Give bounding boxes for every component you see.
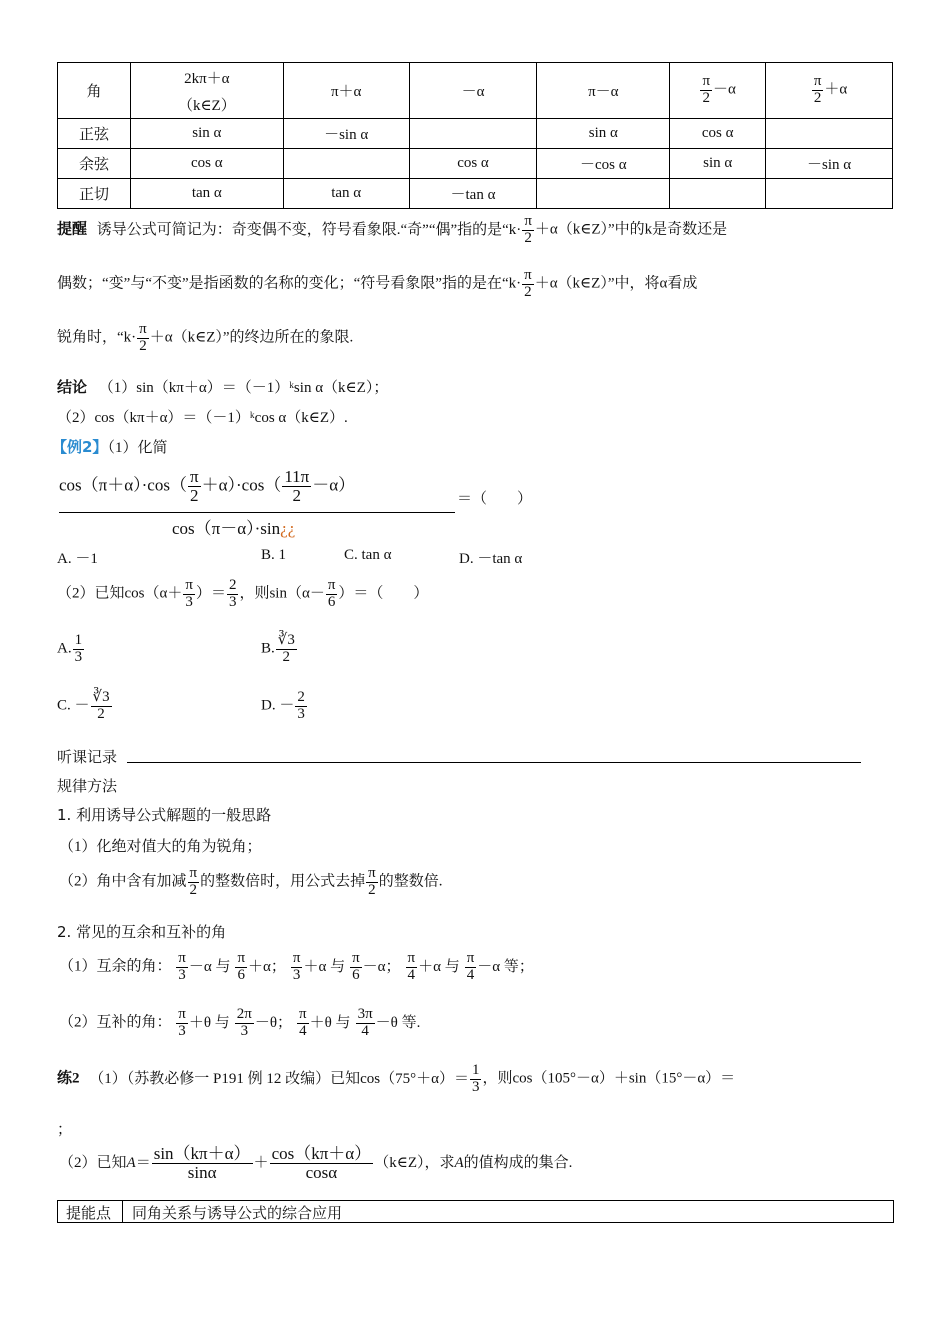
table-cell bbox=[766, 179, 893, 209]
method-heading-1: 1. 利用诱导公式解题的一般思路 bbox=[57, 806, 272, 824]
fraction: $\frac{\pi}{2}$ bbox=[813, 73, 822, 106]
header-minus-alpha: －α bbox=[409, 63, 537, 119]
fraction: $\frac{\pi}{3}$ bbox=[178, 950, 186, 983]
fraction: $\frac{2}{3}$ bbox=[228, 577, 237, 610]
fraction-bar bbox=[59, 512, 455, 513]
table-row-cosine bbox=[58, 149, 893, 179]
header-2kpi-plus-alpha: 2kπ＋α （k∈Z） bbox=[130, 63, 283, 119]
fraction: $\frac{\pi}{3}$ bbox=[185, 577, 193, 610]
table-cell: －sin α bbox=[766, 149, 893, 179]
fraction: $\frac{\pi}{2}$ bbox=[524, 267, 532, 300]
table-cell bbox=[766, 119, 893, 149]
fraction: $\frac{\pi}{6}$ bbox=[352, 950, 360, 983]
fraction: $\frac{\pi}{2}$ bbox=[368, 865, 376, 898]
fraction: $\frac{\pi}{3}$ bbox=[292, 950, 301, 983]
option-2a: A. $\frac{1}{3}$ bbox=[57, 632, 83, 665]
practice2-part1: 练2 （1）（苏教必修一 P191 例 12 改编）已知cos（75°＋α）＝ $\frac{1}{3}$ ，则cos（105°－α）＋sin（15°－α）＝ bbox=[57, 1062, 736, 1095]
topic-title: 同角关系与诱导公式的综合应用 bbox=[132, 1204, 343, 1222]
table-row-tangent bbox=[58, 179, 893, 209]
fraction: $\frac{∛3}{2}$ bbox=[92, 689, 110, 722]
fraction: $\frac{3\pi}{4}$ bbox=[357, 1006, 373, 1039]
complementary-angles: （1）互余的角： $\frac{\pi}{3}$ －α 与 $\frac{\pi}{6}$ ＋α； $\frac{\pi}{3}$ ＋α 与 $\frac{\pi}{6}$ －α； $\frac{\pi}{4}$ ＋α 与 $\frac{\pi}{4}$ －α 等； bbox=[59, 950, 534, 983]
header-half-pi-plus-alpha: $\frac{\pi}{2}$ ＋α bbox=[766, 63, 893, 119]
tip-line-2: 偶数；“变”与“不变”是指函数的名称的变化；“符号看象限”指的是在“k· $\frac{\pi}{2}$ ＋α（k∈Z）”中，将α看成 bbox=[57, 267, 698, 300]
fraction: $\frac{\pi}{2}$ bbox=[189, 865, 198, 898]
table-cell bbox=[537, 179, 670, 209]
answer-blank: ＝（ ） bbox=[457, 491, 533, 507]
option-d: D. －tan α bbox=[459, 551, 523, 567]
header-pi-plus-alpha: π＋α bbox=[283, 63, 409, 119]
table-cell: cos α bbox=[130, 149, 283, 179]
row-label: 余弦 bbox=[58, 149, 131, 179]
header-angle: 角 bbox=[58, 63, 131, 119]
fraction: $\frac{∛3}{2}$ bbox=[277, 632, 295, 665]
divider bbox=[122, 1201, 123, 1222]
example-label: 【例2】 bbox=[52, 438, 108, 456]
table-cell bbox=[409, 119, 537, 149]
practice-label: 练2 bbox=[57, 1070, 80, 1087]
tip-line-1: 提醒 诱导公式可简记为：奇变偶不变，符号看象限.“奇”“偶”指的是“k· $\frac{\pi}{2}$ ＋α（k∈Z）”中的k是奇数还是 bbox=[57, 213, 728, 246]
table-header-row bbox=[58, 63, 893, 119]
method-heading-2: 2. 常见的互余和互补的角 bbox=[57, 923, 227, 941]
fraction: $\frac{2}{3}$ bbox=[297, 689, 305, 722]
notes-label: 听课记录 bbox=[57, 748, 118, 766]
table-cell: sin α bbox=[670, 149, 766, 179]
fraction: $\frac{\pi}{6}$ bbox=[237, 950, 246, 983]
topic-box bbox=[57, 1200, 894, 1223]
method-title: 规律方法 bbox=[57, 777, 118, 795]
fraction: $\frac{\pi}{4}$ bbox=[466, 950, 475, 983]
tip-label: 提醒 bbox=[57, 219, 88, 238]
fraction: $\frac{\pi}{4}$ bbox=[407, 950, 416, 983]
conclusion-label: 结论 bbox=[57, 378, 88, 396]
fraction: $\frac{\cos(k\pi+\alpha)}{\cos\alpha}$ bbox=[271, 1144, 372, 1182]
fraction: $\frac{\pi}{2}$ bbox=[139, 321, 147, 354]
row-label: 正切 bbox=[58, 179, 131, 209]
option-c: C. tan α bbox=[344, 547, 392, 563]
fraction: $\frac{1}{3}$ bbox=[471, 1062, 480, 1095]
example2-part2: （2）已知cos（α＋ $\frac{\pi}{3}$ ）＝ $\frac{2}{3}$ ，则sin（α－ $\frac{\pi}{6}$ ）＝（ ） bbox=[57, 577, 429, 610]
induction-formula-table bbox=[57, 62, 893, 209]
table-cell: sin α bbox=[130, 119, 283, 149]
table-cell bbox=[283, 149, 409, 179]
table-cell: cos α bbox=[670, 119, 766, 149]
row-label: 正弦 bbox=[58, 119, 131, 149]
method-1-line-1: （1）化绝对值大的角为锐角； bbox=[59, 839, 262, 855]
practice2-part2: （2）已知A＝ $\frac{\sin(k\pi+\alpha)}{\sin\alpha}$ ＋ $\frac{\cos(k\pi+\alpha)}{\cos\alpha}$ （k∈Z），求A的值构成的集合. bbox=[59, 1144, 573, 1182]
simplify-numerator: cos（π＋α）·cos（ $\frac{\pi}{2}$ ＋α）·cos（ $\frac{11\pi}{2}$ －α） bbox=[59, 467, 356, 505]
fraction: $\frac{2\pi}{3}$ bbox=[236, 1006, 252, 1039]
option-2d: D. － $\frac{2}{3}$ bbox=[261, 689, 305, 722]
option-a: A. －1 bbox=[57, 551, 98, 567]
example2-header: 【例2】（1）化简 bbox=[52, 438, 168, 456]
fraction: $\frac{\pi}{2}$ bbox=[189, 467, 199, 505]
fraction: $\frac{\pi}{6}$ bbox=[327, 577, 336, 610]
simplify-denominator: cos（π－α）·sin¿¿ bbox=[172, 519, 296, 538]
option-2c: C. － $\frac{∛3}{2}$ bbox=[57, 689, 110, 722]
fraction: $\frac{\sin(k\pi+\alpha)}{\sin\alpha}$ bbox=[153, 1144, 251, 1182]
notes-line bbox=[127, 762, 861, 763]
table-cell: tan α bbox=[130, 179, 283, 209]
table-cell: －sin α bbox=[283, 119, 409, 149]
option-b: B. 1 bbox=[261, 547, 287, 563]
table-cell: sin α bbox=[537, 119, 670, 149]
fraction: $\frac{\pi}{2}$ bbox=[524, 213, 532, 246]
header-pi-minus-alpha: π－α bbox=[537, 63, 670, 119]
table-cell: －cos α bbox=[537, 149, 670, 179]
topic-label: 提能点 bbox=[66, 1204, 112, 1222]
fraction: $\frac{\pi}{4}$ bbox=[299, 1006, 307, 1039]
table-cell bbox=[670, 179, 766, 209]
method-1-line-2: （2）角中含有加减 $\frac{\pi}{2}$ 的整数倍时，用公式去掉 $\frac{\pi}{2}$ 的整数倍. bbox=[59, 865, 443, 898]
table-cell: cos α bbox=[409, 149, 537, 179]
header-half-pi-minus-alpha: $\frac{\pi}{2}$ －α bbox=[670, 63, 766, 119]
conclusion-line-2: （2）cos（kπ＋α）＝（－1）ᵏcos α（k∈Z）. bbox=[57, 410, 348, 426]
supplementary-angles: （2）互补的角： $\frac{\pi}{3}$ ＋θ 与 $\frac{2\pi}{3}$ －θ； $\frac{\pi}{4}$ ＋θ 与 $\frac{3\pi}{4}$ －θ 等. bbox=[59, 1006, 421, 1039]
practice2-blank-end: ； bbox=[57, 1122, 73, 1138]
fraction: $\frac{\pi}{2}$ bbox=[702, 73, 711, 106]
table-cell: tan α bbox=[283, 179, 409, 209]
fraction: $\frac{\pi}{3}$ bbox=[178, 1006, 186, 1039]
table-cell: －tan α bbox=[409, 179, 537, 209]
conclusion-line-1: 结论 （1）sin（kπ＋α）＝（－1）ᵏsin α（k∈Z）； bbox=[57, 378, 389, 396]
option-2b: B. $\frac{∛3}{2}$ bbox=[261, 632, 295, 665]
tip-line-3: 锐角时，“k· $\frac{\pi}{2}$ ＋α（k∈Z）”的终边所在的象限. bbox=[57, 321, 354, 354]
table-row-sine bbox=[58, 119, 893, 149]
fraction: $\frac{11\pi}{2}$ bbox=[284, 467, 310, 505]
fraction: $\frac{1}{3}$ bbox=[74, 632, 83, 665]
